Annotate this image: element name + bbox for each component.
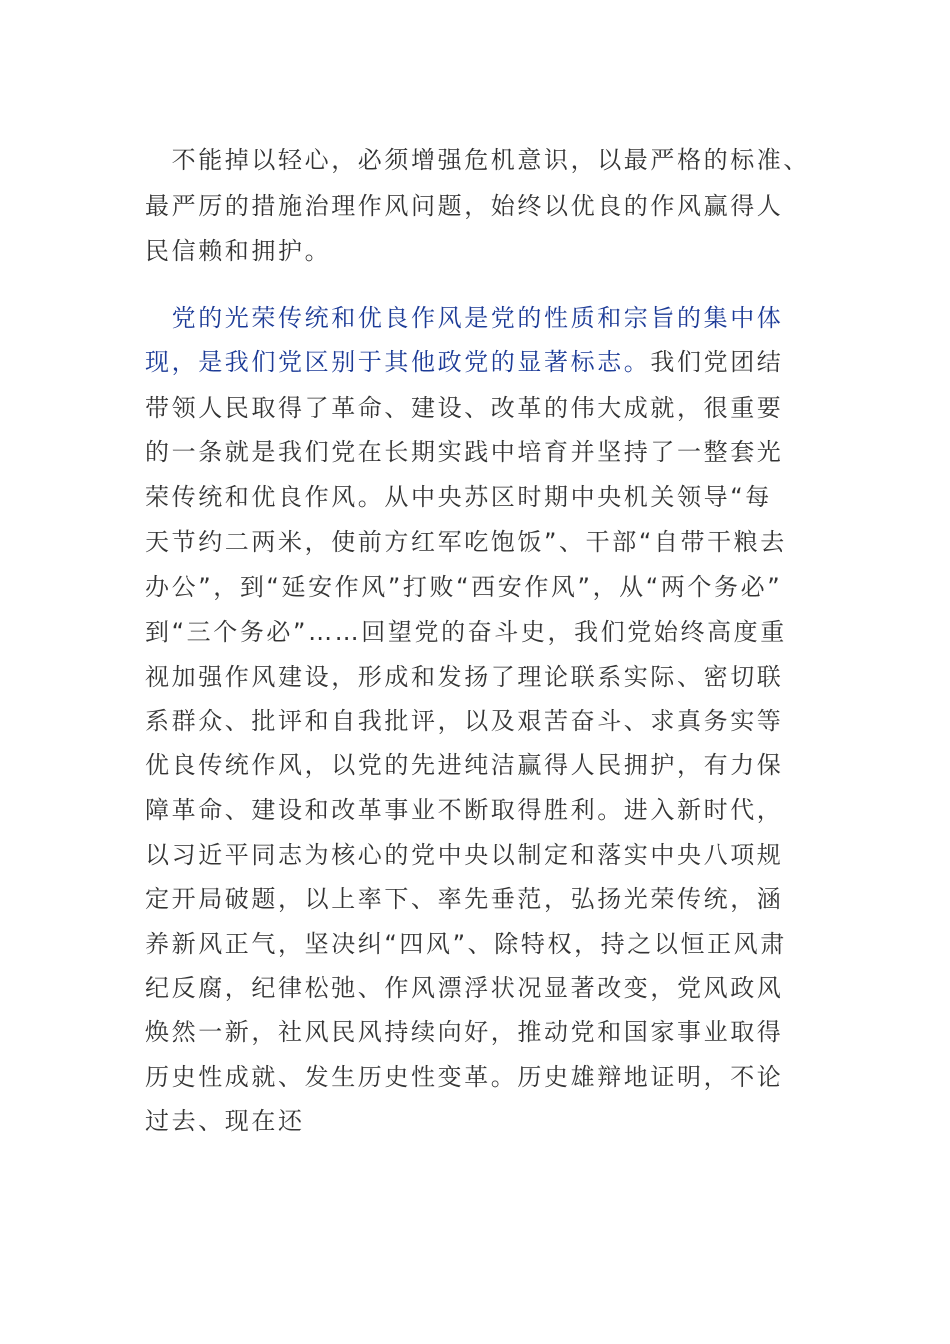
paragraph-2-line-5: 天节约二两米，使前方红军吃饱饭”、干部“自带干粮去: [145, 528, 787, 556]
paragraph-2-line-3: 的一条就是我们党在长期实践中培育并坚持了一整套光: [145, 438, 784, 466]
paragraph-2-line-18: 过去、现在还: [145, 1107, 305, 1135]
paragraph-2-line-12: 以习近平同志为核心的党中央以制定和落实中央八项规: [145, 841, 784, 869]
paragraph-2-line-15: 纪反腐，纪律松弛、作风漂浮状况显著改变，党风政风: [145, 974, 784, 1002]
paragraph-2-line-8: 视加强作风建设，形成和发扬了理论联系实际、密切联: [145, 663, 784, 691]
paragraph-2-line-16: 焕然一新，社风民风持续向好，推动党和国家事业取得: [145, 1018, 784, 1046]
paragraph-2-line-10: 优良传统作风，以党的先进纯洁赢得人民拥护，有力保: [145, 751, 784, 779]
paragraph-1-line-3: 民信赖和拥护。: [145, 237, 332, 265]
paragraph-1-line-1: 不能掉以轻心，必须增强危机意识，以最严格的标准、: [145, 146, 810, 174]
paragraph-2-line-13: 定开局破题，以上率下、率先垂范，弘扬光荣传统，涵: [145, 885, 784, 913]
paragraph-2-inline-continuation: 我们党团结: [650, 348, 784, 376]
paragraph-2-line-11: 障革命、建设和改革事业不断取得胜利。进入新时代，: [145, 796, 784, 824]
paragraph-2-line-7: 到“三个务必”……回望党的奋斗史，我们党始终高度重: [145, 618, 787, 646]
paragraph-1-line-2: 最严厉的措施治理作风问题，始终以优良的作风赢得人: [145, 192, 784, 220]
paragraph-2-line-2: 带领人民取得了革命、建设、改革的伟大成就，很重要: [145, 394, 784, 422]
paragraph-2-line-9: 系群众、批评和自我批评，以及艰苦奋斗、求真务实等: [145, 707, 784, 735]
highlight-line-1: 党的光荣传统和优良作风是党的性质和宗旨的集中体: [145, 304, 784, 332]
paragraph-2-line-4: 荣传统和优良作风。从中央苏区时期中央机关领导“每: [145, 483, 772, 511]
paragraph-2-line-1: [145, 347, 783, 377]
highlight-line-2: 现，是我们党区别于其他政党的显著标志。: [145, 348, 651, 376]
paragraph-2-line-6: 办公”，到“延安作风”打败“西安作风”，从“两个务必”: [145, 573, 783, 601]
paragraph-2-line-14: 养新风正气，坚决纠“四风”、除特权，持之以恒正风肃: [145, 930, 787, 958]
paragraph-2-line-17: 历史性成就、发生历史性变革。历史雄辩地证明，不论: [145, 1063, 784, 1091]
